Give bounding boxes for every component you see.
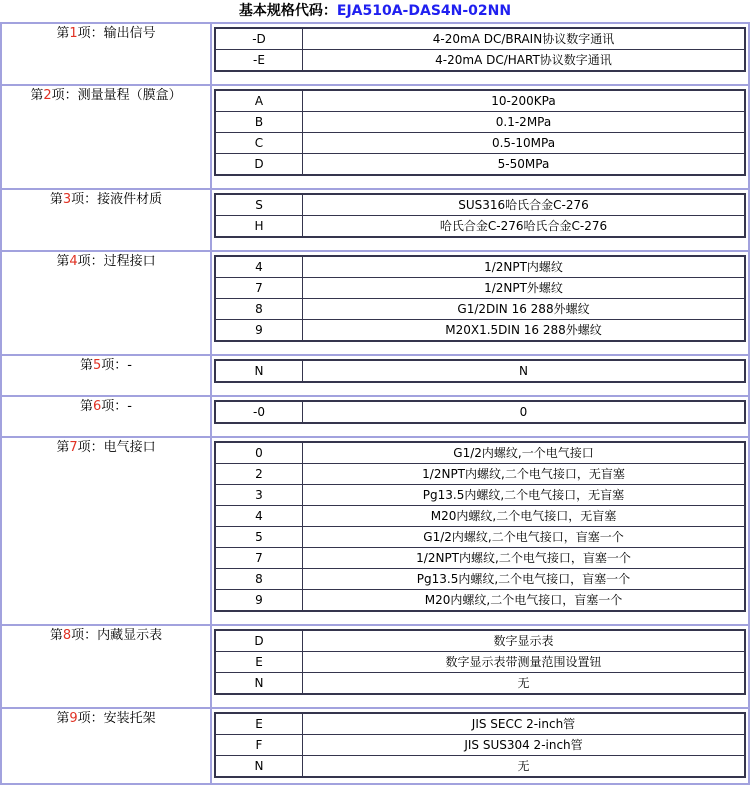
item-label [1, 708, 211, 784]
option-row [215, 442, 745, 464]
item-number: 9 [69, 711, 78, 726]
spec-section-row [1, 23, 749, 85]
item-options-table [214, 712, 746, 778]
item-label [1, 23, 211, 85]
item-number: 4 [69, 254, 78, 269]
option-desc: G1/2内螺纹,一个电气接口 [303, 442, 746, 464]
option-desc: SUS316哈氏合金C-276 [303, 194, 746, 216]
item-number: 3 [62, 192, 72, 207]
option-row [215, 278, 745, 299]
option-code: 2 [215, 464, 303, 485]
item-options-table [214, 255, 746, 342]
option-desc: 5-50MPa [303, 154, 746, 176]
item-name: 项：接液件材质 [71, 192, 163, 207]
option-row [215, 299, 745, 320]
item-options-cell [211, 625, 749, 708]
item-number: 2 [43, 88, 52, 103]
option-desc: 1/2NPT内螺纹,二个电气接口，无盲塞 [303, 464, 746, 485]
option-desc: 0 [303, 401, 746, 423]
item-options-cell [211, 189, 749, 251]
item-options-cell [211, 437, 749, 625]
option-desc: 1/2NPT内螺纹 [303, 256, 746, 278]
item-name: 项：过程接口 [77, 254, 156, 269]
option-row [215, 590, 745, 612]
option-code: N [215, 673, 303, 695]
option-desc: 无 [303, 756, 746, 778]
option-desc: Pg13.5内螺纹,二个电气接口，盲塞一个 [303, 569, 746, 590]
item-options-cell [211, 85, 749, 189]
option-code: 0 [215, 442, 303, 464]
option-row [215, 401, 745, 423]
option-code: B [215, 112, 303, 133]
spec-section-row [1, 85, 749, 189]
item-options-table [214, 89, 746, 176]
item-prefix: 第 [49, 192, 63, 207]
option-code: 7 [215, 278, 303, 299]
item-number: 6 [93, 399, 102, 414]
option-code: 9 [215, 590, 303, 612]
option-code: -0 [215, 401, 303, 423]
item-name: 项：内藏显示表 [71, 628, 163, 643]
option-row [215, 154, 745, 176]
option-desc: 数字显示表带测量范围设置钮 [303, 652, 746, 673]
option-row [215, 506, 745, 527]
spec-section-row [1, 251, 749, 355]
option-code: E [215, 713, 303, 735]
option-row [215, 90, 745, 112]
item-name: 项：输出信号 [77, 26, 156, 41]
option-code: 7 [215, 548, 303, 569]
item-prefix: 第 [56, 26, 70, 41]
option-code: D [215, 154, 303, 176]
option-row [215, 652, 745, 673]
option-code: -E [215, 50, 303, 72]
item-number: 1 [69, 26, 78, 41]
item-label [1, 625, 211, 708]
item-prefix: 第 [80, 358, 94, 373]
option-code: 8 [215, 299, 303, 320]
option-row [215, 256, 745, 278]
option-desc: 0.1-2MPa [303, 112, 746, 133]
spec-section-row [1, 437, 749, 625]
option-code: 3 [215, 485, 303, 506]
option-code: -D [215, 28, 303, 50]
option-code: 4 [215, 256, 303, 278]
item-prefix: 第 [80, 399, 94, 414]
spec-section-row [1, 355, 749, 396]
page-title [0, 0, 750, 22]
item-options-cell [211, 23, 749, 85]
option-row [215, 112, 745, 133]
spec-section-row [1, 625, 749, 708]
option-code: E [215, 652, 303, 673]
option-row [215, 527, 745, 548]
item-options-table [214, 629, 746, 695]
item-name: 项：- [101, 399, 132, 414]
item-prefix: 第 [56, 711, 70, 726]
option-desc: 0.5-10MPa [303, 133, 746, 154]
item-options-table [214, 400, 746, 424]
option-desc: G1/2内螺纹,二个电气接口，盲塞一个 [303, 527, 746, 548]
item-number: 8 [62, 628, 72, 643]
option-row [215, 194, 745, 216]
option-desc: Pg13.5内螺纹,二个电气接口，无盲塞 [303, 485, 746, 506]
item-name: 项：测量量程（膜盒） [51, 88, 182, 103]
option-row [215, 548, 745, 569]
spec-section-row [1, 189, 749, 251]
option-row [215, 756, 745, 778]
option-desc: 无 [303, 673, 746, 695]
option-desc: 4-20mA DC/HART协议数字通讯 [303, 50, 746, 72]
option-row [215, 713, 745, 735]
item-prefix: 第 [30, 88, 44, 103]
item-options-cell [211, 251, 749, 355]
option-desc: M20内螺纹,二个电气接口，盲塞一个 [303, 590, 746, 612]
option-row [215, 50, 745, 72]
item-options-table [214, 441, 746, 612]
item-label [1, 355, 211, 396]
spec-table-rows [1, 23, 749, 784]
option-row [215, 28, 745, 50]
option-desc: 1/2NPT外螺纹 [303, 278, 746, 299]
spec-table [0, 22, 750, 785]
option-desc: N [303, 360, 746, 382]
item-prefix: 第 [56, 254, 70, 269]
option-row [215, 735, 745, 756]
option-row [215, 133, 745, 154]
option-desc: G1/2DIN 16 288外螺纹 [303, 299, 746, 320]
item-options-table [214, 359, 746, 383]
item-prefix: 第 [56, 440, 70, 455]
option-desc: M20内螺纹,二个电气接口，无盲塞 [303, 506, 746, 527]
option-code: D [215, 630, 303, 652]
option-row [215, 673, 745, 695]
item-name: 项：安装托架 [77, 711, 156, 726]
option-code: 9 [215, 320, 303, 342]
option-row [215, 216, 745, 238]
item-options-cell [211, 355, 749, 396]
page-title-label: 基本规格代码： [238, 3, 337, 19]
item-number: 5 [93, 358, 102, 373]
item-label [1, 189, 211, 251]
option-desc: M20X1.5DIN 16 288外螺纹 [303, 320, 746, 342]
item-label [1, 85, 211, 189]
option-row [215, 464, 745, 485]
option-code: 4 [215, 506, 303, 527]
item-options-cell [211, 396, 749, 437]
item-options-table [214, 193, 746, 238]
item-number: 7 [69, 440, 78, 455]
option-row [215, 360, 745, 382]
item-options-cell [211, 708, 749, 784]
option-desc: 1/2NPT内螺纹,二个电气接口，盲塞一个 [303, 548, 746, 569]
item-name: 项：电气接口 [77, 440, 156, 455]
spec-section-row [1, 708, 749, 784]
spec-code: EJA510A-DAS4N-02NN [336, 3, 512, 19]
option-desc: 4-20mA DC/BRAIN协议数字通讯 [303, 28, 746, 50]
spec-section-row [1, 396, 749, 437]
option-row [215, 485, 745, 506]
option-row [215, 320, 745, 342]
option-code: N [215, 360, 303, 382]
item-label [1, 437, 211, 625]
option-code: S [215, 194, 303, 216]
option-row [215, 630, 745, 652]
item-options-table [214, 27, 746, 72]
option-desc: 哈氏合金C-276哈氏合金C-276 [303, 216, 746, 238]
option-code: 5 [215, 527, 303, 548]
option-code: F [215, 735, 303, 756]
item-label [1, 251, 211, 355]
option-desc: JIS SUS304 2-inch管 [303, 735, 746, 756]
option-code: H [215, 216, 303, 238]
option-code: A [215, 90, 303, 112]
option-code: 8 [215, 569, 303, 590]
item-label [1, 396, 211, 437]
option-desc: JIS SECC 2-inch管 [303, 713, 746, 735]
option-row [215, 569, 745, 590]
option-code: N [215, 756, 303, 778]
item-prefix: 第 [49, 628, 63, 643]
option-desc: 10-200KPa [303, 90, 746, 112]
option-desc: 数字显示表 [303, 630, 746, 652]
item-name: 项：- [101, 358, 132, 373]
option-code: C [215, 133, 303, 154]
